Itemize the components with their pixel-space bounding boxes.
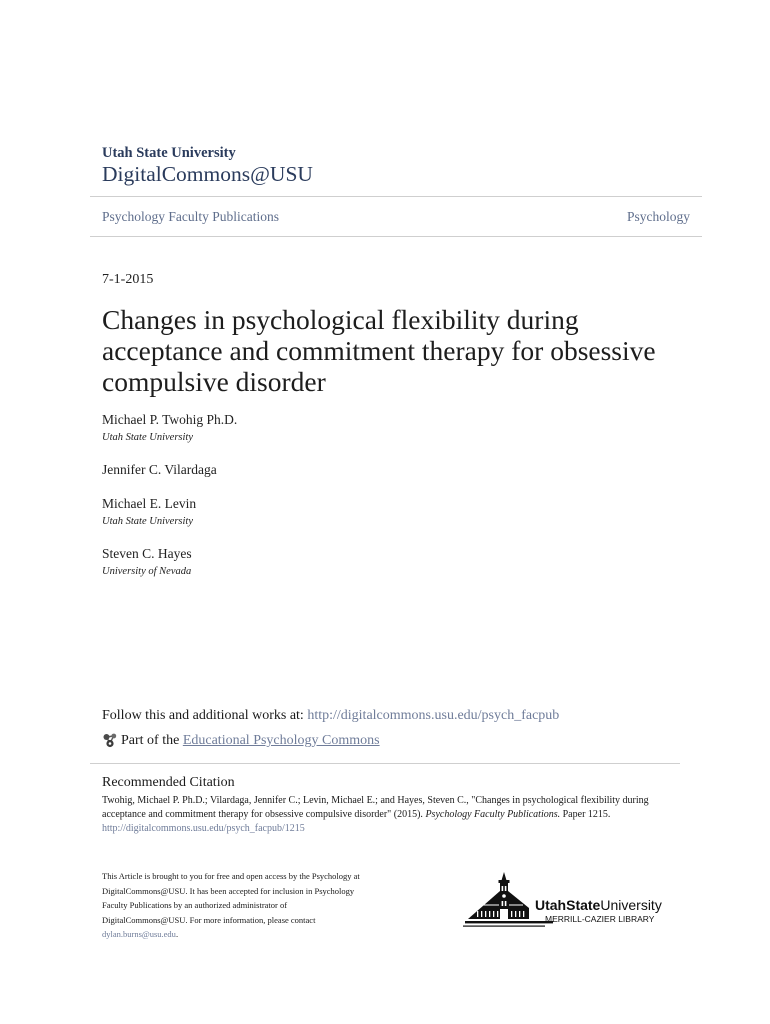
title-line: Changes in psychological flexibility during: [102, 304, 579, 335]
access-statement-line: DigitalCommons@USU. For more information, please contact: [102, 914, 316, 925]
author-name[interactable]: Michael P. Twohig Ph.D.: [102, 412, 238, 427]
publication-date: 7-1-2015: [102, 272, 154, 287]
logo-wordmark-regular: University: [600, 897, 662, 913]
citation-line: Twohig, Michael P. Ph.D.; Vilardaga, Jennifer C.; Levin, Michael E.; and Hayes, Steven C., "Changes in psychological flexibility during: [102, 795, 649, 806]
series-link[interactable]: Psychology Faculty Publications: [102, 209, 279, 224]
citation-heading: Recommended Citation: [102, 775, 235, 790]
title-line: compulsive disorder: [102, 366, 326, 397]
article-title: [102, 304, 656, 397]
follow-line: [102, 707, 559, 725]
repository-name[interactable]: DigitalCommons@USU: [102, 162, 313, 186]
author-name[interactable]: Jennifer C. Vilardaga: [102, 462, 217, 477]
author-affiliation: Utah State University: [102, 516, 193, 527]
follow-label: Follow this and additional works at:: [102, 708, 308, 723]
author-affiliation: University of Nevada: [102, 566, 192, 577]
title-line: acceptance and commitment therapy for obsessive: [102, 335, 656, 366]
access-statement-line: Faculty Publications by an authorized administrator of: [102, 900, 288, 910]
part-of-label: Part of the: [121, 733, 183, 748]
citation-rule: [90, 763, 680, 764]
author-name[interactable]: Steven C. Hayes: [102, 546, 192, 561]
header-rule-bottom: [90, 236, 702, 237]
author-name[interactable]: Michael E. Levin: [102, 496, 197, 511]
citation-text: acceptance and commitment therapy for obsessive compulsive disorder" (2015).: [102, 809, 426, 820]
email-suffix: .: [175, 929, 179, 939]
department-link[interactable]: Psychology: [626, 209, 690, 224]
author-affiliation: Utah State University: [102, 432, 193, 443]
header-rule-top: [90, 196, 702, 197]
logo-wordmark-bold: UtahState: [535, 897, 601, 913]
citation-paper-number: Paper 1215.: [560, 809, 611, 820]
citation-url-link[interactable]: http://digitalcommons.usu.edu/psych_facpub/1215: [102, 823, 305, 834]
university-logo-wordmark: [535, 897, 662, 914]
institution-name[interactable]: Utah State University: [102, 145, 236, 161]
collection-url-link[interactable]: http://digitalcommons.usu.edu/psych_facpub: [307, 708, 560, 723]
commons-network-icon: [102, 732, 118, 748]
access-statement-line: [102, 927, 360, 942]
commons-discipline-link[interactable]: Educational Psychology Commons: [182, 733, 380, 748]
citation-series: Psychology Faculty Publications.: [425, 809, 561, 820]
access-statement: [102, 869, 360, 942]
access-statement-line: DigitalCommons@USU. It has been accepted for inclusion in Psychology: [102, 885, 355, 896]
part-of-line: [121, 732, 380, 750]
citation-line: [102, 808, 610, 822]
access-statement-line: This Article is brought to you for free and open access by the Psychology at: [102, 871, 360, 881]
library-name: MERRILL-CAZIER LIBRARY: [545, 914, 655, 924]
contact-email-link[interactable]: dylan.burns@usu.edu: [102, 929, 176, 939]
